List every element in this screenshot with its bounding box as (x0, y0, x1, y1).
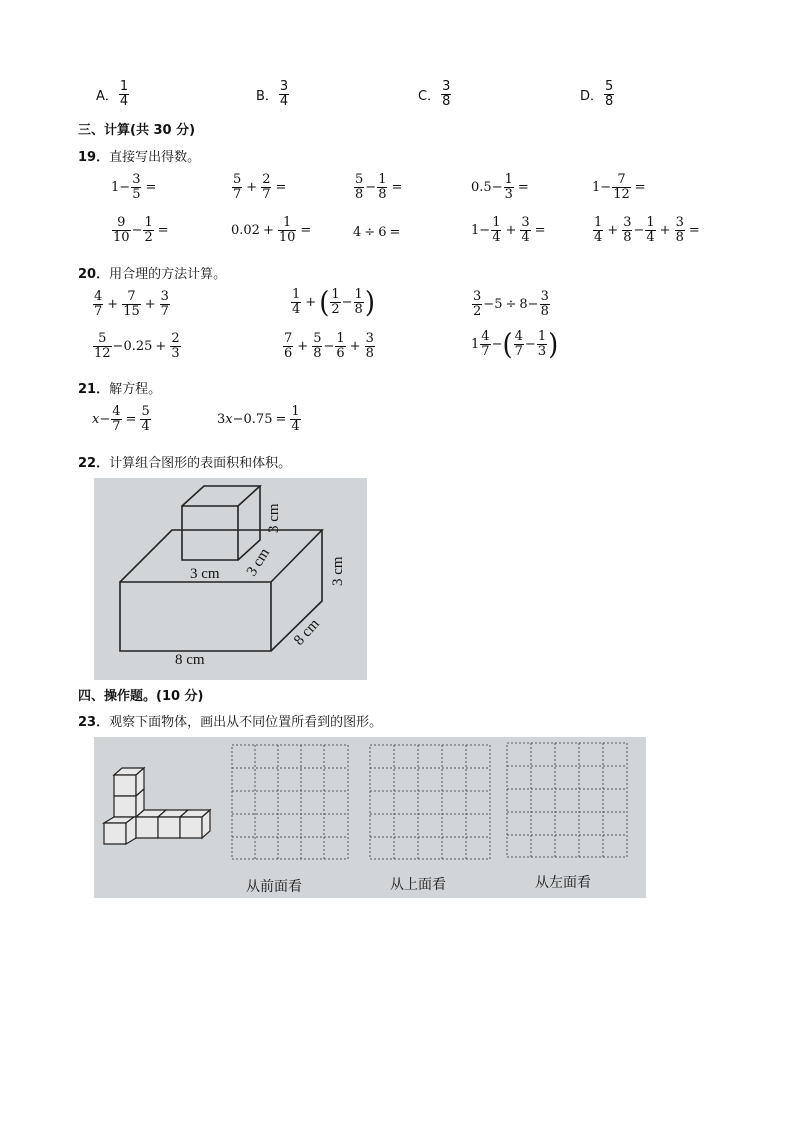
fraction: $\frac{3}{4}$ (279, 79, 289, 109)
question-21: 21．解方程。 (78, 382, 162, 397)
expr-20-6: 1 $\frac{4}{7}$ − ( $\frac{4}{7}$ − $\frac{1}{3}$ ) (471, 328, 559, 361)
expr-20-1: $\frac{4}{7}$ + $\frac{7}{15}$ + $\frac{3}{7}$ (94, 289, 169, 319)
question-20: 20．用合理的方法计算。 (78, 267, 227, 282)
option-c: C． $\frac{3}{8}$ (418, 79, 451, 109)
cube-depth-label: 3 cm (243, 545, 274, 580)
cube-height-label: 3 cm (266, 503, 282, 533)
section-3-title: 三、计算(共 30 分) (78, 123, 196, 138)
view-label-top: 从上面看 (390, 877, 446, 893)
section-4-title: 四、操作题。(10 分) (78, 689, 204, 704)
fraction: $\frac{5}{8}$ (605, 79, 614, 109)
equation-21-1: x − $\frac{4}{7}$ = $\frac{5}{4}$ (92, 404, 150, 434)
expr-19-8: 4 ÷ 6 = (353, 225, 401, 240)
fraction: $\frac{3}{8}$ (442, 79, 451, 109)
cube-width-label: 3 cm (190, 566, 220, 582)
grid-left-view (507, 743, 627, 857)
expr-20-5: $\frac{7}{6}$ + $\frac{5}{8}$ − $\frac{1}{6}$ + $\frac{3}{8}$ (284, 331, 374, 361)
view-label-left: 从左面看 (535, 875, 591, 891)
expr-19-1: 1 − $\frac{3}{5}$ = (111, 172, 157, 202)
expr-19-9: 1 − $\frac{1}{4}$ + $\frac{3}{4}$ = (471, 215, 546, 245)
grid-top-view (370, 745, 490, 859)
expr-19-7: 0.02 + $\frac{1}{10}$ = (231, 215, 312, 245)
expr-19-4: 0.5 − $\frac{1}{3}$ = (471, 172, 529, 202)
expr-19-3: $\frac{5}{8}$ − $\frac{1}{8}$ = (355, 172, 403, 202)
view-label-front: 从前面看 (246, 879, 302, 895)
fraction: $\frac{1}{4}$ (119, 79, 129, 109)
box-depth-label: 8 cm (291, 615, 323, 649)
option-a: A． $\frac{1}{4}$ (96, 79, 129, 109)
question-19: 19．直接写出得数。 (78, 150, 201, 165)
grid-front-view (232, 745, 348, 859)
option-d: D． $\frac{5}{8}$ (580, 79, 614, 109)
equation-21-2: 3 x − 0.75 = $\frac{1}{4}$ (217, 404, 300, 434)
composite-solid-figure (94, 478, 367, 680)
expr-19-10: $\frac{1}{4}$ + $\frac{3}{8}$ − $\frac{1}{4}$ + $\frac{3}{8}$ = (594, 215, 700, 245)
question-23: 23．观察下面物体，画出从不同位置所看到的图形。 (78, 715, 383, 730)
expr-19-2: $\frac{5}{7}$ + $\frac{2}{7}$ = (233, 172, 287, 202)
expr-20-4: $\frac{5}{12}$ − 0.25 + $\frac{2}{3}$ (94, 331, 180, 361)
expr-20-2: $\frac{1}{4}$ + ( $\frac{1}{2}$ − $\frac{1}{8}$ ) (292, 286, 375, 319)
option-b: B． $\frac{3}{4}$ (256, 79, 289, 109)
box-width-label: 8 cm (175, 652, 205, 668)
expr-20-3: $\frac{3}{2}$ − 5 ÷ 8 − $\frac{3}{8}$ (473, 289, 549, 319)
expr-19-6: $\frac{9}{10}$ − $\frac{1}{2}$ = (113, 215, 169, 245)
views-exercise-figure (94, 737, 646, 898)
cube-stack-object (104, 768, 210, 844)
box-height-label: 3 cm (330, 556, 346, 586)
expr-19-5: 1 − $\frac{7}{12}$ = (592, 172, 646, 202)
question-22: 22．计算组合图形的表面积和体积。 (78, 456, 292, 471)
